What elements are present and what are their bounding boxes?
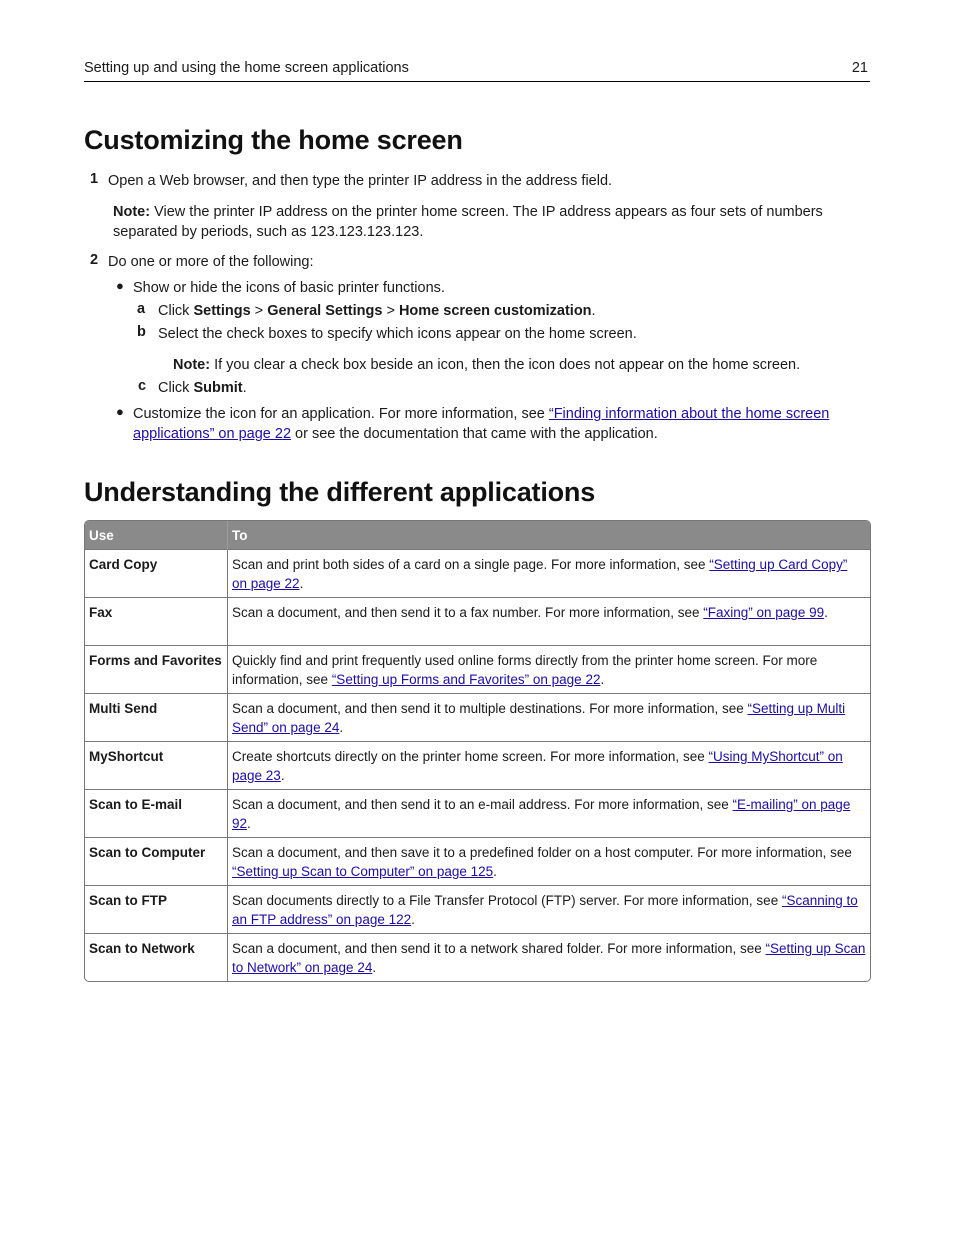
app-description	[228, 790, 871, 838]
table-row	[85, 550, 870, 598]
step-number-1: 1	[90, 171, 99, 187]
description-text: Scan a document, and then save it to a predefined folder on a host computer. For more information, see	[232, 845, 852, 860]
description-text: Create shortcuts directly on the printer home screen. For more information, see	[232, 749, 709, 764]
table-header-row	[85, 521, 870, 550]
sub-step-letter-c: c	[138, 378, 147, 394]
table-row	[85, 646, 870, 694]
step-2-text: Do one or more of the following:	[108, 254, 314, 270]
description-text: Scan and print both sides of a card on a single page. For more information, see	[232, 557, 710, 572]
app-name: Fax	[85, 598, 228, 646]
step-number-2: 2	[90, 252, 99, 268]
xref-link[interactable]: “Scanning to an FTP address” on page 122	[232, 893, 858, 927]
table-row	[85, 742, 870, 790]
column-header-to: To	[228, 521, 871, 550]
bullet-1-text: Show or hide the icons of basic printer functions.	[133, 280, 445, 296]
period: .	[372, 960, 377, 975]
period: .	[280, 768, 285, 783]
table-row	[85, 934, 870, 982]
xref-link[interactable]: “E-mailing” on page 92	[232, 797, 851, 831]
xref-link[interactable]: “Setting up Card Copy” on page 22	[232, 557, 848, 591]
note-label: Note:	[113, 204, 151, 220]
description-text: Scan a document, and then send it to an e-mail address. For more information, see	[232, 797, 733, 812]
note-label: Note:	[173, 357, 211, 373]
header-page-number: 21	[851, 60, 868, 76]
table-row	[85, 886, 870, 934]
step-1-text: Open a Web browser, and then type the printer IP address in the address field.	[108, 173, 613, 189]
applications-table	[84, 520, 871, 982]
app-description	[228, 598, 871, 646]
table-row	[85, 598, 870, 646]
separator: >	[382, 303, 399, 319]
description-text: Scan a document, and then send it to multiple destinations. For more information, see	[232, 701, 748, 716]
separator: >	[250, 303, 268, 319]
sub-a-suffix: .	[591, 303, 596, 319]
sub-c-prefix: Click	[158, 380, 194, 396]
bullet-2-line2	[133, 424, 658, 444]
table-row	[85, 790, 870, 838]
app-name: Scan to Network	[85, 934, 228, 982]
period: .	[493, 864, 497, 879]
app-name: Scan to Computer	[85, 838, 228, 886]
table-row	[85, 838, 870, 886]
bullet-icon: ●	[116, 404, 124, 419]
app-description	[228, 886, 871, 934]
app-description	[228, 646, 871, 694]
app-description	[228, 550, 871, 598]
sub-a-prefix: Click	[158, 303, 194, 319]
menu-home-screen-customization: Home screen customization	[398, 303, 592, 319]
app-name: Multi Send	[85, 694, 228, 742]
description-text: Scan documents directly to a File Transfer Protocol (FTP) server. For more information, see	[232, 893, 782, 908]
app-name: Card Copy	[85, 550, 228, 598]
note-text: If you clear a check box beside an icon, then the icon does not appear on the home screen.	[210, 357, 801, 373]
note-text: View the printer IP address on the printer home screen. The IP address appears as four sets of numbers	[150, 204, 823, 220]
bullet-2-line1	[133, 404, 829, 424]
link-finding-home-screen-apps-cont[interactable]: applications” on page 22	[133, 426, 292, 442]
app-name: MyShortcut	[85, 742, 228, 790]
xref-link[interactable]: “Setting up Scan to Network” on page 24	[232, 941, 866, 975]
table-row	[85, 694, 870, 742]
step-1-note-line2: separated by periods, such as 123.123.123.123.	[113, 224, 424, 240]
period: .	[600, 672, 605, 687]
column-header-use: Use	[85, 521, 228, 550]
link-finding-home-screen-apps[interactable]: “Finding information about the home screen	[548, 406, 830, 422]
bullet-icon: ●	[116, 278, 124, 293]
sub-step-letter-b: b	[137, 324, 146, 340]
bullet-2-text-after: or see the documentation that came with the application.	[291, 426, 658, 442]
description-text: Quickly find and print frequently used online forms directly from the printer home screen. For more information, see	[232, 653, 818, 687]
menu-settings: Settings	[193, 303, 251, 319]
sub-step-b-note	[173, 355, 800, 375]
section-title-applications: Understanding the different applications	[84, 477, 596, 507]
app-description	[228, 934, 871, 982]
sub-step-b-text: Select the check boxes to specify which icons appear on the home screen.	[158, 326, 637, 342]
sub-step-a-text	[158, 301, 596, 321]
app-name: Scan to FTP	[85, 886, 228, 934]
sub-step-letter-a: a	[137, 301, 146, 317]
xref-link[interactable]: “Setting up Scan to Computer” on page 125	[232, 864, 494, 879]
period: .	[247, 816, 251, 831]
app-description	[228, 838, 871, 886]
submit-label: Submit	[193, 380, 243, 396]
menu-general-settings: General Settings	[267, 303, 383, 319]
app-description	[228, 694, 871, 742]
running-header	[84, 60, 870, 82]
step-1-note-line1	[113, 202, 823, 222]
app-name: Scan to E-mail	[85, 790, 228, 838]
app-name: Forms and Favorites	[85, 646, 228, 694]
bullet-2-text: Customize the icon for an application. For more information, see	[133, 406, 549, 422]
period: .	[299, 576, 304, 591]
xref-link[interactable]: “Setting up Multi Send” on page 24	[232, 701, 846, 735]
description-text: Scan a document, and then send it to a fax number. For more information, see	[232, 605, 704, 620]
header-section-title: Setting up and using the home screen applications	[84, 60, 409, 76]
period: .	[824, 605, 828, 620]
period: .	[411, 912, 415, 927]
period: .	[339, 720, 344, 735]
app-description	[228, 742, 871, 790]
sub-c-suffix: .	[242, 380, 247, 396]
xref-link[interactable]: “Faxing” on page 99	[703, 605, 825, 620]
xref-link[interactable]: “Setting up Forms and Favorites” on page 22	[331, 672, 601, 687]
section-title-customizing: Customizing the home screen	[84, 125, 463, 155]
xref-link[interactable]: “Using MyShortcut” on page 23	[232, 749, 843, 783]
description-text: Scan a document, and then send it to a network shared folder. For more information, see	[232, 941, 766, 956]
sub-step-c-text	[158, 378, 247, 398]
